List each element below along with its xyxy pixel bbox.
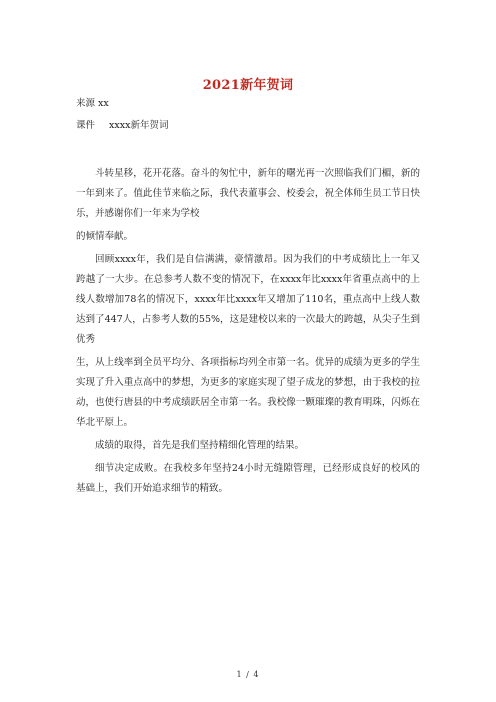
document-title: 2021新年贺词 (202, 78, 294, 93)
category-label: 课件 (76, 120, 96, 131)
paragraph: 的倾情奉献。 (76, 231, 134, 242)
paragraph: 细节决定成败。在我校多年坚持24小时无缝隙管理，已经形成良好的校风的基础上，我们开始追求细节的精致。 (76, 463, 420, 494)
document-body (76, 164, 420, 502)
paragraph: 斗转星移，花开花落。奋斗的匆忙中，新年的曙光再一次照临我们门楣，新的一年到来了。值此佳节来临之际，我代表董事会、校委会，祝全体师生员工节日快乐，并感谢你们一年来为学校 (76, 168, 420, 219)
source-line: 来源 xx (76, 98, 109, 109)
category-line (76, 119, 168, 133)
page-indicator: 1 / 4 (236, 670, 260, 679)
paragraph: 生，从上线率到全员平均分、各项指标均列全市第一名。优异的成绩为更多的学生实现了升入重点高中的梦想，为更多的家庭实现了望子成龙的梦想，由于我校的拉动，也使行唐县的中考成绩跃居全市第一名。我校像一颗璀璨的教育明珠，闪烁在华北平原上。 (76, 357, 420, 428)
paragraph: 成绩的取得，首先是我们坚持精细化管理的结果。 (95, 440, 305, 451)
category-value: xxxx新年贺词 (109, 120, 169, 131)
paragraph: 回顾xxxx年，我们是自信满满，豪情激昂。因为我们的中考成绩比上一年又跨越了一大步。在总参考人数不变的情况下，在xxxx年比xxxx年省重点高中的上线人数增加78名的情况下，xxxx年比xxxx年又增加了110名，重点高中上线人数达到了447人，占参考人数的55%，这是建校以来的一次最大的跨越，从尖子生到优秀 (76, 254, 420, 345)
